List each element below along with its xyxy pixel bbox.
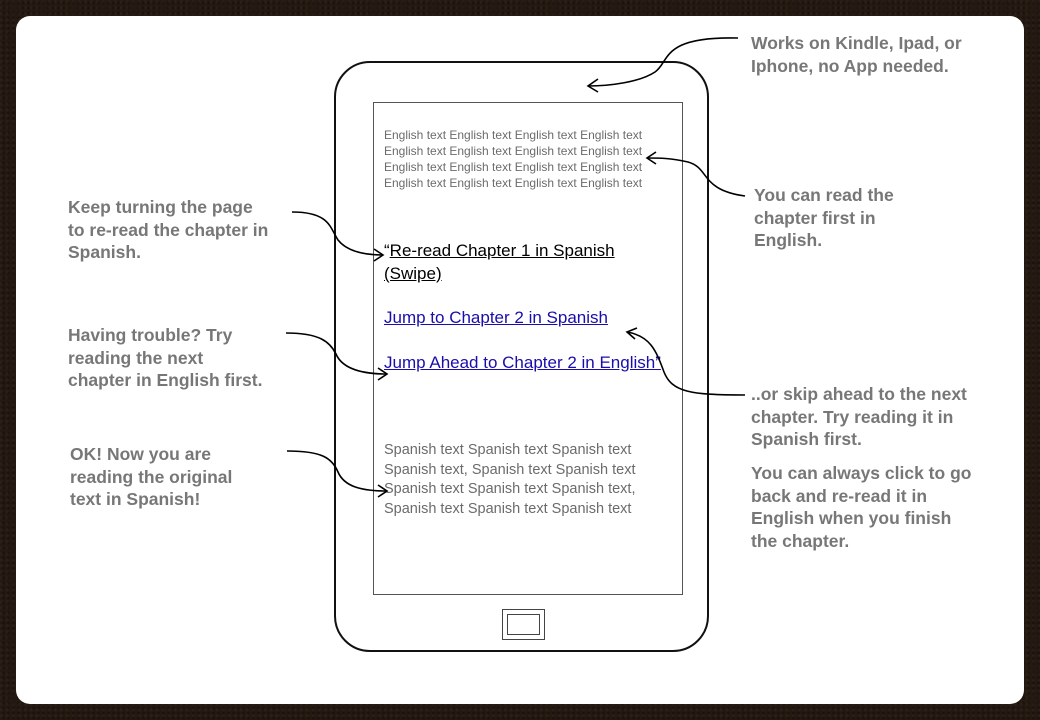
callout-keep-turning: Keep turning the page to re-read the chapter in Spanish. [68, 197, 269, 262]
home-button[interactable] [502, 609, 545, 640]
open-quote: “ [384, 241, 390, 260]
jump-chapter-2-english-link[interactable]: Jump Ahead to Chapter 2 in English” [384, 353, 661, 372]
callout-skip-ahead: ..or skip ahead to the next chapter. Try reading it in Spanish first. [751, 384, 967, 449]
callout-ok-now-spanish: OK! Now you are reading the original text in Spanish! [70, 444, 233, 509]
callout-always-click-back: You can always click to go back and re-read it in English when you finish the chapter. [751, 463, 972, 551]
callout-having-trouble: Having trouble? Try reading the next chapter in English first. [68, 325, 263, 390]
spanish-text-block: Spanish text Spanish text Spanish text Spanish text, Spanish text Spanish text Spanish text Spanish text Spanish text, Spanish text Spanish text Spanish text [384, 442, 636, 517]
jump-chapter-2-spanish-link[interactable]: Jump to Chapter 2 in Spanish [384, 308, 608, 327]
reread-chapter-1-spanish-link[interactable]: Re-read Chapter 1 in Spanish (Swipe) [384, 241, 615, 283]
callout-works-on-devices: Works on Kindle, Ipad, or Iphone, no App needed. [751, 33, 962, 76]
jump-spanish-link-line [384, 306, 674, 329]
jump-english-link-line [384, 351, 674, 374]
english-text-block: English text English text English text English text English text English text English text English text English text English text English text English text English text English text English text English text [384, 128, 643, 190]
callout-read-first-english: You can read the chapter first in English. [754, 185, 894, 250]
home-button-icon [507, 614, 540, 635]
reread-link-line [384, 239, 674, 285]
